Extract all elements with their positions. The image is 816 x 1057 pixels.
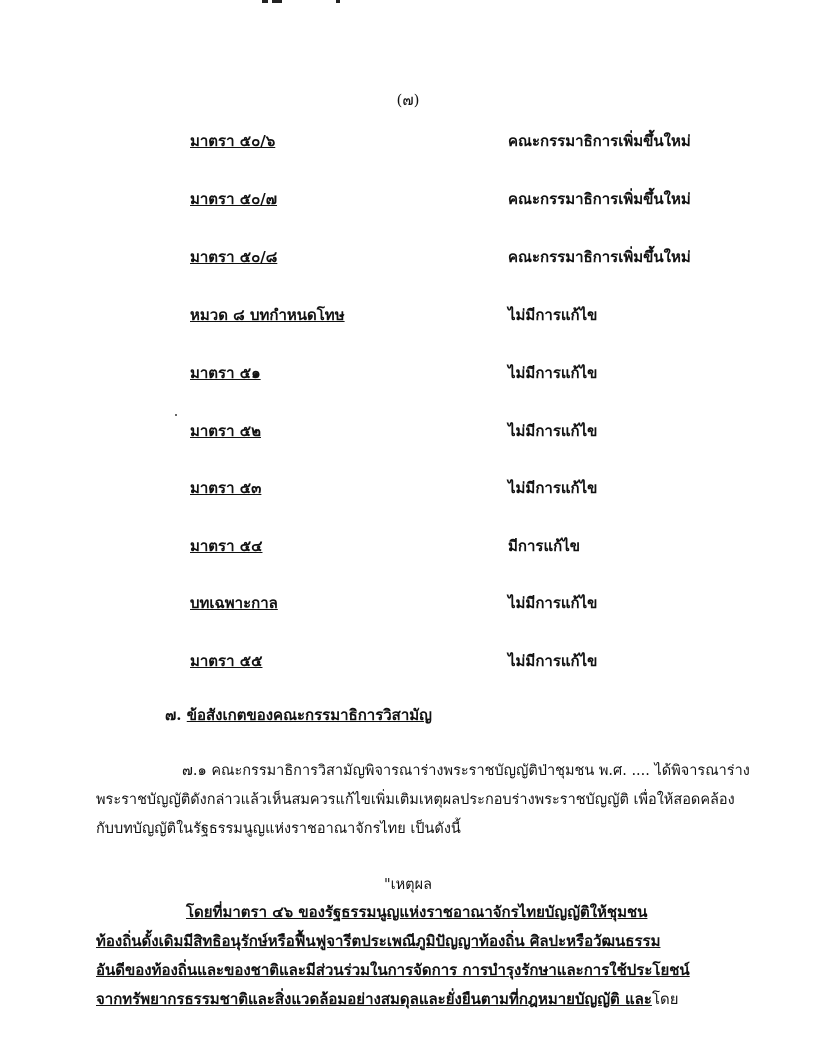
reason-line bbox=[96, 985, 748, 1014]
section-status: คณะกรรมาธิการเพิ่มขึ้นใหม่ bbox=[508, 190, 691, 208]
heading-number: ๗. bbox=[165, 706, 182, 724]
paragraph-line: ๗.๑ คณะกรรมาธิการวิสามัญพิจารณาร่างพระราชบัญญัติป่าชุมชน พ.ศ. .... ได้พิจารณาร่าง bbox=[182, 763, 750, 779]
page-number: (๗) bbox=[396, 91, 420, 109]
section-row bbox=[0, 419, 816, 443]
section-label: บทเฉพาะกาล bbox=[190, 594, 278, 612]
paragraph-line: พระราชบัญญัติดังกล่าวแล้วเห็นสมควรแก้ไขเพิ่มเติมเหตุผลประกอบร่างพระราชบัญญัติ เพื่อให้สอดคล้อง bbox=[96, 792, 735, 808]
section-status: ไม่มีการแก้ไข bbox=[508, 594, 598, 612]
section-label: มาตรา ๕๔ bbox=[190, 537, 263, 555]
section-label: มาตรา ๕๐/๘ bbox=[190, 248, 278, 266]
section-row bbox=[0, 129, 816, 153]
section-label: มาตรา ๕๒ bbox=[190, 422, 261, 440]
section-row bbox=[0, 591, 816, 615]
section-row bbox=[0, 187, 816, 211]
section-status: ไม่มีการแก้ไข bbox=[508, 306, 598, 324]
section-label: มาตรา ๕๐/๗ bbox=[190, 190, 278, 208]
reason-title: "เหตุผล bbox=[384, 877, 432, 893]
section-row bbox=[0, 303, 816, 327]
section-status: มีการแก้ไข bbox=[508, 537, 580, 555]
reason-line: ท้องถิ่นดั้งเดิมมีสิทธิอนุรักษ์หรือฟื้นฟูจารีตประเพณีภูมิปัญญาท้องถิ่น ศิลปะหรือวัฒนธรรม bbox=[96, 932, 661, 950]
reason-paragraph bbox=[96, 898, 748, 1014]
section-row bbox=[0, 476, 816, 500]
reason-line-plain-part: โดย bbox=[651, 990, 679, 1008]
top-cropped-text-fragment bbox=[262, 0, 340, 6]
section-label: หมวด ๘ บทกำหนดโทษ bbox=[190, 306, 345, 324]
section-label: มาตรา ๕๕ bbox=[190, 652, 263, 670]
section-row bbox=[0, 534, 816, 558]
reason-line: อันดีของท้องถิ่นและของชาติและมีส่วนร่วมในการจัดการ การบำรุงรักษาและการใช้ประโยชน์ bbox=[96, 961, 690, 979]
section-7-heading bbox=[165, 703, 432, 727]
section-row bbox=[0, 245, 816, 269]
reason-line: โดยที่มาตรา ๔๖ ของรัฐธรรมนูญแห่งราชอาณาจักรไทยบัญญัติให้ชุมชน bbox=[186, 903, 648, 921]
section-status: ไม่มีการแก้ไข bbox=[508, 364, 598, 382]
section-status: ไม่มีการแก้ไข bbox=[508, 652, 598, 670]
paragraph-line: กับบทบัญญัติในรัฐธรรมนูญแห่งราชอาณาจักรไทย เป็นดังนี้ bbox=[96, 821, 461, 837]
section-label: มาตรา ๕๐/๖ bbox=[190, 132, 276, 150]
section-status: คณะกรรมาธิการเพิ่มขึ้นใหม่ bbox=[508, 248, 691, 266]
paragraph-7-1 bbox=[96, 757, 748, 844]
section-row bbox=[0, 649, 816, 673]
section-status: ไม่มีการแก้ไข bbox=[508, 479, 598, 497]
heading-text: ข้อสังเกตของคณะกรรมาธิการวิสามัญ bbox=[186, 706, 432, 724]
section-row bbox=[0, 361, 816, 385]
section-status: คณะกรรมาธิการเพิ่มขึ้นใหม่ bbox=[508, 132, 691, 150]
scan-speck bbox=[175, 414, 177, 416]
section-status: ไม่มีการแก้ไข bbox=[508, 422, 598, 440]
section-label: มาตรา ๕๓ bbox=[190, 479, 262, 497]
section-label: มาตรา ๕๑ bbox=[190, 364, 261, 382]
reason-line-underlined-part: จากทรัพยากรธรรมชาติและสิ่งแวดล้อมอย่างสมดุลและยั่งยืนตามที่กฎหมายบัญญัติ และ bbox=[96, 990, 652, 1008]
